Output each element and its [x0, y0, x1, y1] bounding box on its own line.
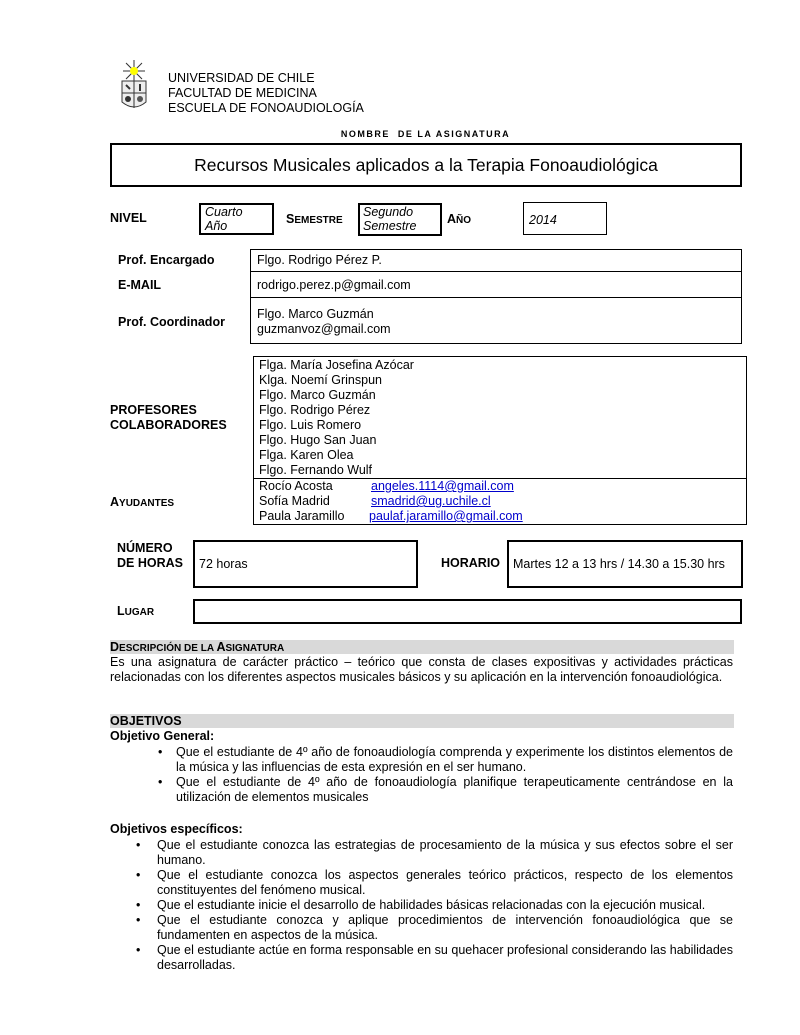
nivel-label: NIVEL — [110, 211, 147, 225]
lugar-label: LUGAR — [117, 604, 155, 618]
horario-value: Martes 12 a 13 hrs / 14.30 a 15.30 hrs — [513, 557, 725, 571]
descripcion-text: Es una asignatura de carácter práctico – teórico que consta de clases expositivas y actividades prácticas relacionadas con los diferentes aspectos musicales básicos y su aplicación en la intervención fonoaudiológica. — [110, 655, 733, 684]
university-name: UNIVERSIDAD DE CHILE — [168, 71, 315, 85]
email-value: rodrigo.perez.p@gmail.com — [257, 278, 411, 292]
ayudante-email-link[interactable]: angeles.1114@gmail.com — [371, 479, 514, 493]
colaborador: Flgo. Hugo San Juan — [259, 433, 377, 447]
horario-label: HORARIO — [441, 556, 501, 570]
ayudante-row — [259, 509, 746, 524]
list-item: • Que el estudiante conozca las estrategias de procesamiento de la música y sus efectos sobre el ser humano. — [136, 838, 733, 868]
objetivo-general-list — [158, 745, 733, 805]
colaboradores-label: PROFESORES COLABORADORES — [110, 403, 227, 432]
coordinador-name: Flgo. Marco Guzmán — [257, 307, 374, 321]
objetivos-especificos-label: Objetivos específicos: — [110, 822, 243, 836]
list-item: • Que el estudiante de 4º año de fonoaudiología planifique terapeuticamente centrándose en la utilización de elementos musicales — [158, 775, 733, 805]
nivel-value-line2: Año — [205, 219, 228, 233]
faculty-name: FACULTAD DE MEDICINA — [168, 86, 317, 100]
semestre-value-line2: Semestre — [363, 219, 417, 233]
ayudante-email-link[interactable]: paulaf.jaramillo@gmail.com — [369, 509, 523, 523]
list-item: • Que el estudiante actúe en forma responsable en su quehacer profesional considerando las habilidades desarrolladas. — [136, 943, 733, 973]
list-item: • Que el estudiante conozca los aspectos generales teórico prácticos, respecto de los elementos constituyentes del fenómeno musical. — [136, 868, 733, 898]
ayudante-name: Sofía Madrid — [259, 494, 330, 508]
list-item: • Que el estudiante de 4º año de fonoaudiología comprenda y experimente los distintos elementos de la música y las influencias de esta expresión en el ser humano. — [158, 745, 733, 775]
coordinador-email: guzmanvoz@gmail.com — [257, 322, 391, 336]
ayudantes-label: AYUDANTES — [110, 495, 175, 509]
semestre-label: SEMESTRE — [286, 212, 343, 226]
ayudantes-list — [253, 478, 747, 525]
colaboradores-list — [253, 356, 747, 479]
objetivos-especificos-list — [136, 838, 733, 973]
anio-box — [523, 202, 607, 235]
colaborador: Flgo. Luis Romero — [259, 418, 362, 432]
horas-value: 72 horas — [199, 557, 248, 571]
university-seal-icon — [118, 60, 150, 112]
objetivos-heading: OBJETIVOS — [110, 714, 734, 728]
semestre-box — [358, 203, 442, 236]
ayudante-name: Rocío Acosta — [259, 479, 333, 493]
horas-box — [193, 540, 418, 588]
school-name: ESCUELA DE FONOAUDIOLOGÍA — [168, 101, 364, 115]
nivel-box — [199, 203, 274, 235]
horario-box — [507, 540, 743, 588]
colaborador: Flga. María Josefina Azócar — [259, 358, 414, 372]
nivel-value-line1: Cuarto — [205, 205, 243, 219]
list-item: • Que el estudiante conozca y aplique procedimientos de intervención fonoaudiológica que se fundamenten en aspectos de la música. — [136, 913, 733, 943]
course-name-label: NOMBRE DE LA ASIGNATURA — [340, 129, 511, 139]
colaborador: Flgo. Marco Guzmán — [259, 388, 376, 402]
course-name: Recursos Musicales aplicados a la Terapia Fonoaudiológica — [194, 155, 658, 175]
email-field — [250, 271, 742, 298]
colaborador: Flgo. Fernando Wulf — [259, 463, 373, 477]
ayudante-row — [259, 494, 746, 509]
email-label: E-MAIL — [118, 278, 162, 292]
coordinador-field — [250, 297, 742, 344]
colaborador: Klga. Noemí Grinspun — [259, 373, 382, 387]
anio-label: AÑO — [447, 212, 472, 226]
anio-value: 2014 — [529, 213, 557, 227]
descripcion-heading: DESCRIPCIÓN DE LA ASIGNATURA — [110, 640, 734, 654]
encargado-label: Prof. Encargado — [118, 253, 215, 267]
horas-label: NÚMERO DE HORAS — [117, 541, 183, 570]
ayudante-email-link[interactable]: smadrid@ug.uchile.cl — [371, 494, 491, 508]
semestre-value-line1: Segundo — [363, 205, 414, 219]
objetivo-general-label: Objetivo General: — [110, 729, 215, 743]
course-name-box — [110, 143, 742, 187]
ayudante-name: Paula Jaramillo — [259, 509, 345, 523]
ayudante-row — [259, 479, 746, 494]
encargado-field — [250, 249, 742, 272]
colaborador: Flgo. Rodrigo Pérez — [259, 403, 371, 417]
list-item: • Que el estudiante inicie el desarrollo de habilidades básicas relacionadas con la ejecución musical. — [136, 898, 733, 913]
coordinador-label: Prof. Coordinador — [118, 315, 225, 329]
institution-header — [168, 71, 364, 116]
colaborador: Flga. Karen Olea — [259, 448, 354, 462]
lugar-box — [193, 599, 742, 624]
encargado-value: Flgo. Rodrigo Pérez P. — [257, 253, 382, 267]
